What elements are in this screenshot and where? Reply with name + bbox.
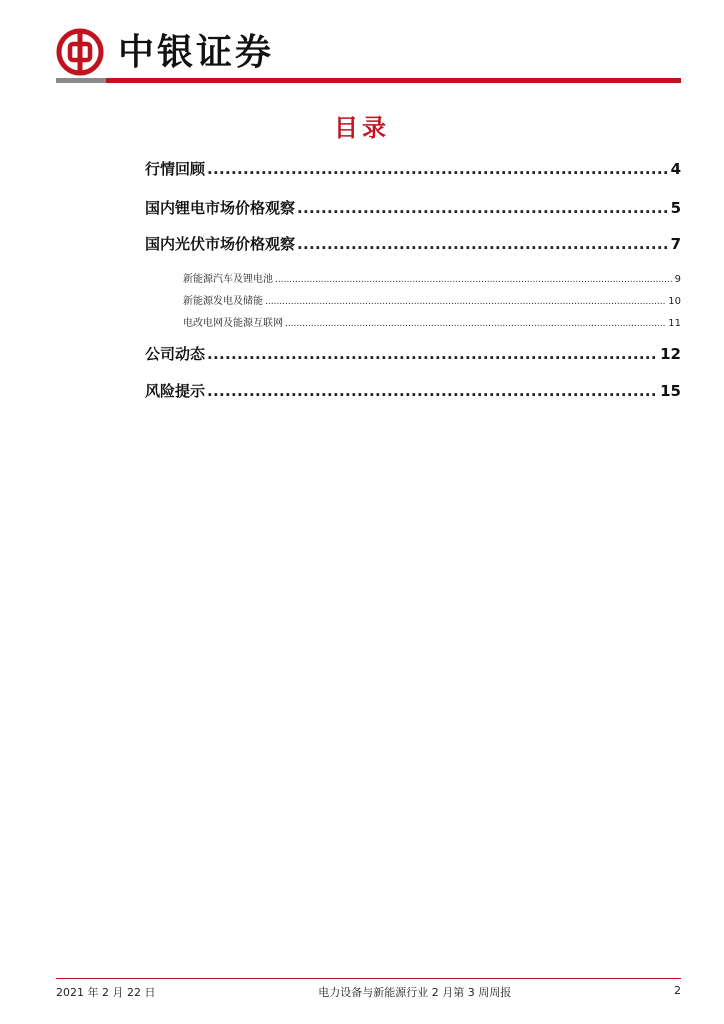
toc-entry[interactable] — [145, 380, 681, 401]
toc-leader-dots — [285, 319, 666, 329]
toc-entry-page: 15 — [660, 382, 681, 400]
bank-of-china-logo-icon — [56, 28, 104, 76]
toc-title: 目录 — [334, 114, 390, 142]
toc-entry-label: 公司动态 — [145, 345, 206, 363]
toc-entry-page: 4 — [670, 160, 681, 178]
toc-entry-label: 风险提示 — [145, 382, 206, 400]
toc-subentry[interactable] — [183, 270, 681, 285]
brand-name: 中银证券 — [118, 31, 275, 73]
toc-leader-dots — [207, 345, 658, 363]
toc-leader-dots — [275, 275, 673, 285]
page-footer — [56, 984, 681, 1000]
toc-entry[interactable] — [145, 233, 681, 254]
toc-entry-page: 5 — [670, 199, 681, 217]
toc-entry-label: 国内锂电市场价格观察 — [145, 199, 296, 217]
toc-leader-dots — [265, 297, 666, 307]
toc-leader-dots — [297, 235, 669, 253]
toc-subentry[interactable] — [183, 314, 681, 329]
toc-entry-page: 12 — [660, 345, 681, 363]
toc-leader-dots — [297, 199, 669, 217]
toc-entry-page: 9 — [674, 274, 681, 285]
toc-entry-page: 7 — [670, 235, 681, 253]
footer-date: 2021 年 2 月 22 日 — [56, 986, 156, 999]
toc-entry[interactable] — [145, 197, 681, 218]
toc-entry-page: 10 — [668, 296, 681, 307]
toc-entry[interactable] — [145, 158, 681, 179]
toc-leader-dots — [207, 382, 658, 400]
footer-report-title: 电力设备与新能源行业 2 月第 3 周周报 — [318, 986, 512, 999]
footer-page-number: 2 — [674, 984, 681, 997]
header-rule-gray — [56, 78, 106, 83]
toc-leader-dots — [207, 160, 669, 178]
toc-entry-label: 行情回顾 — [145, 160, 206, 178]
toc-entry-label: 新能源发电及储能 — [183, 296, 263, 307]
header-rule-red — [106, 78, 681, 83]
toc-entry-label: 电改电网及能源互联网 — [183, 318, 283, 329]
toc-entry-label: 国内光伏市场价格观察 — [145, 235, 296, 253]
toc-entry-page: 11 — [668, 318, 681, 329]
toc-subentry[interactable] — [183, 292, 681, 307]
toc-entry-label: 新能源汽车及锂电池 — [183, 274, 273, 285]
footer-rule — [56, 978, 681, 979]
toc-entry[interactable] — [145, 343, 681, 364]
